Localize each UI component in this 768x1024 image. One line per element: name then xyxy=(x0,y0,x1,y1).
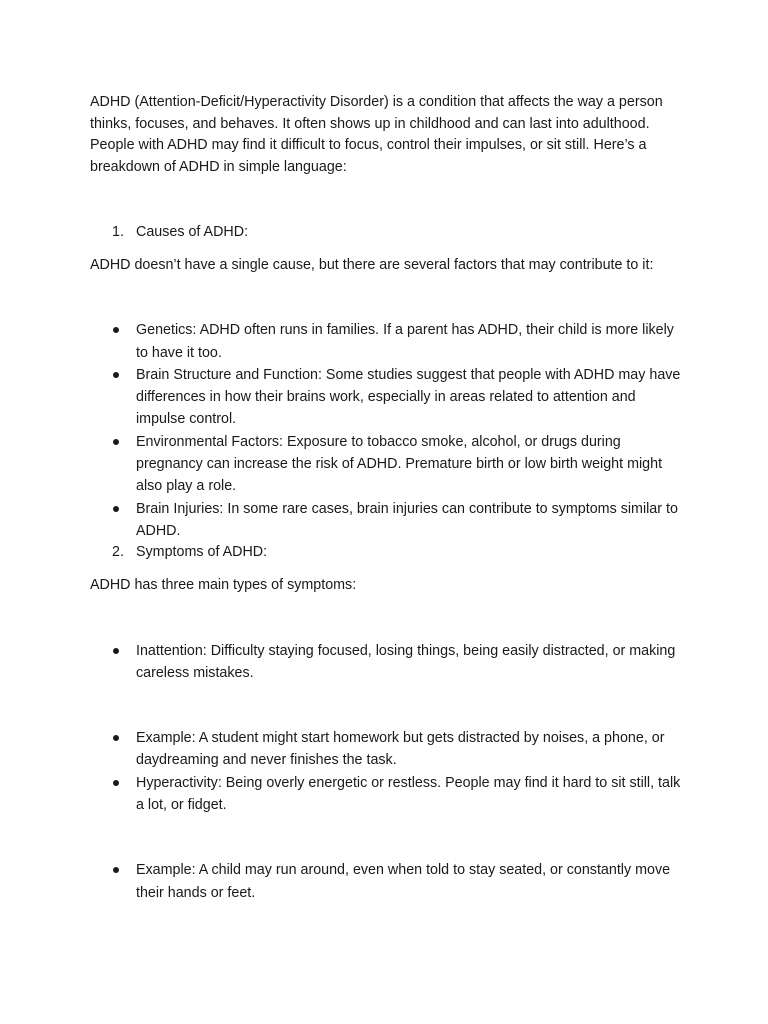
list-item xyxy=(90,640,682,685)
list-item xyxy=(90,727,682,772)
bullet-icon xyxy=(113,735,119,741)
list-item-text: Brain Injuries: In some rare cases, brain injuries can contribute to symptoms similar to ADHD. xyxy=(136,500,678,539)
symptoms-bullet-list-3 xyxy=(90,859,682,904)
list-item-text: Environmental Factors: Exposure to tobacco smoke, alcohol, or drugs during pregnancy can increase the risk of ADHD. Premature birth or low birth weight might also play a role. xyxy=(136,433,663,495)
causes-bullet-list xyxy=(90,319,682,542)
section-heading-causes xyxy=(90,222,682,244)
list-item xyxy=(90,859,682,904)
bullet-icon xyxy=(113,372,119,378)
list-number: 1. xyxy=(112,223,124,240)
list-item-text: Brain Structure and Function: Some studies suggest that people with ADHD may have differences in how their brains work, especially in areas related to attention and impulse control. xyxy=(136,366,681,428)
bullet-icon xyxy=(113,780,119,786)
intro-paragraph: ADHD (Attention-Deficit/Hyperactivity Disorder) is a condition that affects the way a person thinks, focuses, and behaves. It often shows up in childhood and can last into adulthood. People with ADHD may find it difficult to focus, control their impulses, or sit still. Here’s a breakdown of ADHD in simple language: xyxy=(90,94,663,176)
section-heading-text: Causes of ADHD: xyxy=(136,223,249,240)
document-page xyxy=(90,90,682,904)
bullet-icon xyxy=(113,506,119,512)
list-item-text: Example: A child may run around, even when told to stay seated, or constantly move their hands or feet. xyxy=(136,862,671,901)
list-item-text: Inattention: Difficulty staying focused, losing things, being easily distracted, or making careless mistakes. xyxy=(136,642,676,681)
bullet-icon xyxy=(113,439,119,445)
list-item xyxy=(90,498,682,543)
symptoms-lead-paragraph: ADHD has three main types of symptoms: xyxy=(90,576,357,593)
bullet-icon xyxy=(113,327,119,333)
section-heading-symptoms xyxy=(90,542,682,564)
list-item-text: Genetics: ADHD often runs in families. If a parent has ADHD, their child is more likely to have it too. xyxy=(136,322,674,361)
list-number: 2. xyxy=(112,544,124,561)
bullet-icon xyxy=(113,648,119,654)
list-item xyxy=(90,319,682,364)
section-heading-text: Symptoms of ADHD: xyxy=(136,544,268,561)
list-item xyxy=(90,364,682,431)
symptoms-bullet-list-2 xyxy=(90,727,682,816)
list-item-text: Example: A student might start homework but gets distracted by noises, a phone, or daydreaming and never finishes the task. xyxy=(136,730,665,769)
symptoms-bullet-list-1 xyxy=(90,640,682,685)
causes-lead-paragraph: ADHD doesn’t have a single cause, but there are several factors that may contribute to it: xyxy=(90,256,654,273)
bullet-icon xyxy=(113,867,119,873)
list-item xyxy=(90,772,682,817)
list-item xyxy=(90,431,682,498)
list-item-text: Hyperactivity: Being overly energetic or restless. People may find it hard to sit still, talk a lot, or fidget. xyxy=(136,774,681,814)
